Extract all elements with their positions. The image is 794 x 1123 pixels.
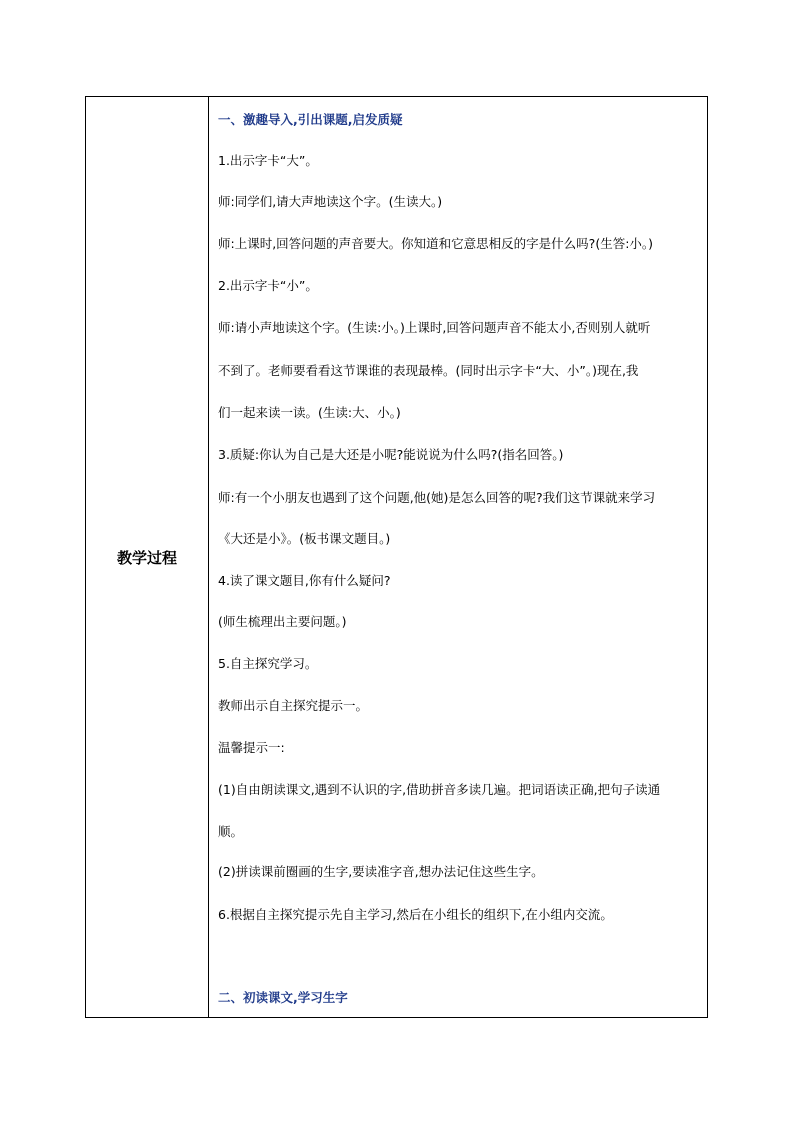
content-line: 4.读了课文题目,你有什么疑问? <box>218 573 391 588</box>
section-heading-1: 一、激趣导入,引出课题,启发质疑 <box>218 112 403 127</box>
content-line: 们一起来读一读。(生读:大、小。) <box>218 405 401 420</box>
content-line: (1)自由朗读课文,遇到不认识的字,借助拼音多读几遍。把词语读正确,把句子读通 <box>218 782 661 797</box>
content-line: 师:请小声地读这个字。(生读:小。)上课时,回答问题声音不能太小,否则别人就听 <box>218 320 651 335</box>
content-line: 顺。 <box>218 824 244 839</box>
section-heading-2: 二、初读课文,学习生字 <box>218 990 348 1005</box>
content-line: (2)拼读课前圈画的生字,要读准字音,想办法记住这些生字。 <box>218 864 544 879</box>
section-label-cell <box>86 97 209 1017</box>
content-line: 师:同学们,请大声地读这个字。(生读大。) <box>218 194 443 209</box>
content-line: 1.出示字卡“大”。 <box>218 153 318 168</box>
content-line: 教师出示自主探究提示一。 <box>218 698 369 713</box>
section-label: 教学过程 <box>116 548 177 567</box>
content-line: 6.根据自主探究提示先自主学习,然后在小组长的组织下,在小组内交流。 <box>218 907 613 922</box>
content-line: (师生梳理出主要问题。) <box>218 614 347 629</box>
content-cell <box>209 97 707 1017</box>
lesson-table <box>85 96 708 1018</box>
content-line: 温馨提示一: <box>218 740 285 755</box>
content-line: 师:有一个小朋友也遇到了这个问题,他(她)是怎么回答的呢?我们这节课就来学习 <box>218 490 656 505</box>
content-line: 2.出示字卡“小”。 <box>218 278 318 293</box>
content-line: 5.自主探究学习。 <box>218 656 318 671</box>
content-line: 《大还是小》。(板书课文题目。) <box>218 531 391 546</box>
content-line: 不到了。老师要看看这节课谁的表现最棒。(同时出示字卡“大、小”。)现在,我 <box>218 363 639 378</box>
content-line: 3.质疑:你认为自己是大还是小呢?能说说为什么吗?(指名回答。) <box>218 447 564 462</box>
content-line: 师:上课时,回答问题的声音要大。你知道和它意思相反的字是什么吗?(生答:小。) <box>218 236 654 251</box>
